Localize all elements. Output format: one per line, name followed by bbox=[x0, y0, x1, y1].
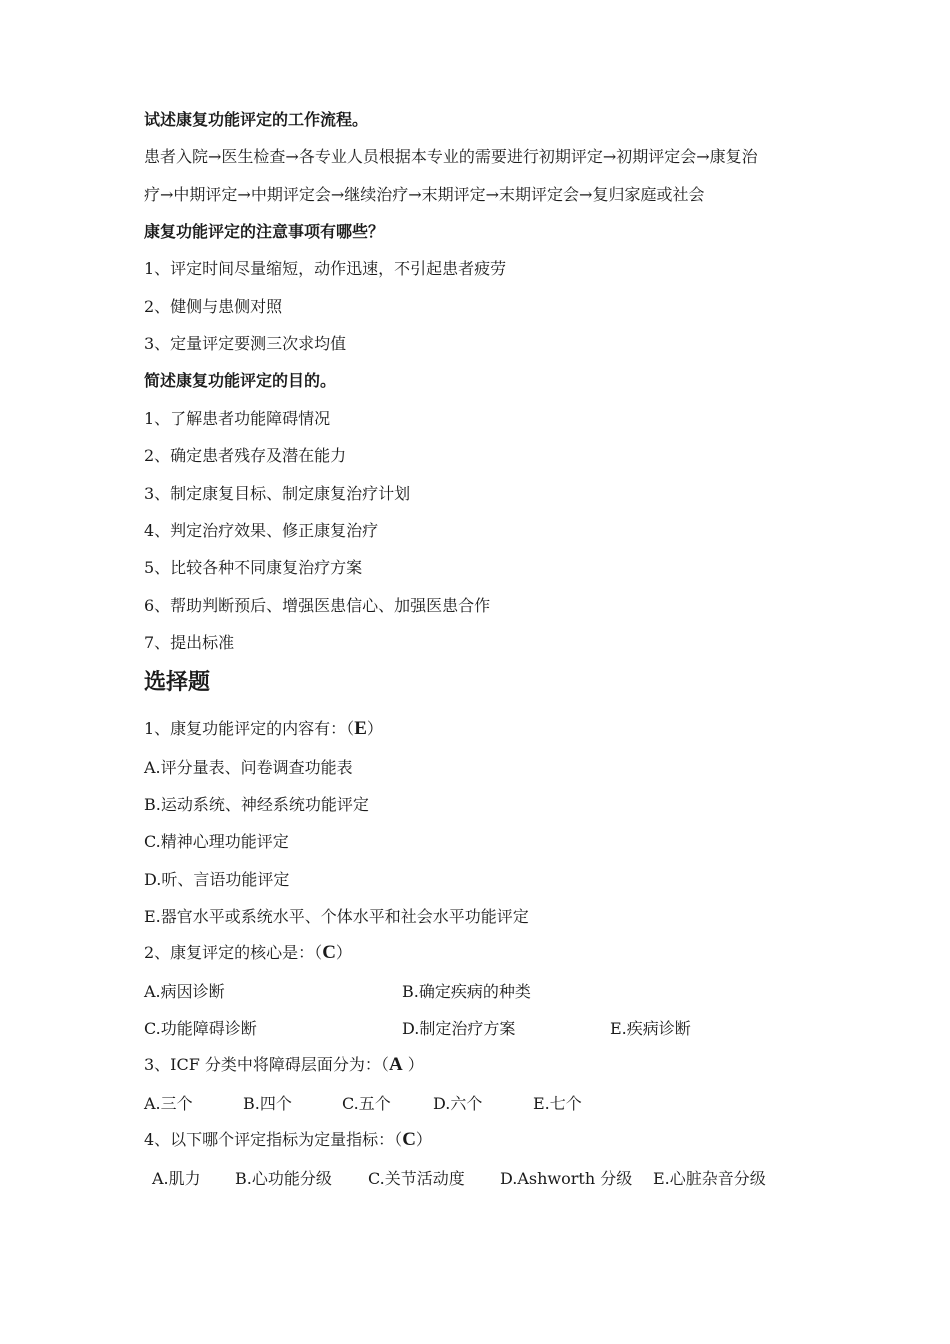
mc-option: A.三个 bbox=[144, 1094, 193, 1113]
list-item: 5、比较各种不同康复治疗方案 bbox=[144, 558, 363, 577]
mc-option: B.运动系统、神经系统功能评定 bbox=[144, 795, 369, 814]
question-title: 试述康复功能评定的工作流程。 bbox=[144, 110, 369, 129]
mc-option: D.六个 bbox=[433, 1094, 483, 1113]
mc-stem: 3、ICF 分类中将障碍层面分为：（ bbox=[144, 1055, 389, 1074]
list-item: 3、制定康复目标、制定康复治疗计划 bbox=[144, 484, 411, 503]
mc-answer: E bbox=[354, 718, 367, 739]
mc-option: B.确定疾病的种类 bbox=[402, 982, 531, 1001]
list-item: 1、评定时间尽量缩短，动作迅速，不引起患者疲劳 bbox=[144, 259, 507, 278]
mc-question bbox=[144, 1130, 432, 1150]
list-item: 2、健侧与患侧对照 bbox=[144, 297, 283, 316]
mc-option: E.心脏杂音分级 bbox=[653, 1169, 766, 1188]
mc-question bbox=[144, 943, 352, 963]
mc-close: ） bbox=[402, 1055, 424, 1074]
list-item: 6、帮助判断预后、增强医患信心、加强医患合作 bbox=[144, 596, 491, 615]
mc-option: E.疾病诊断 bbox=[610, 1019, 691, 1038]
mc-option: D.制定治疗方案 bbox=[402, 1019, 516, 1038]
mc-option: C.精神心理功能评定 bbox=[144, 832, 289, 851]
question-title: 简述康复功能评定的目的。 bbox=[144, 371, 337, 390]
mc-option: D.Ashworth 分级 bbox=[500, 1169, 633, 1188]
mc-close: ） bbox=[366, 719, 383, 738]
list-item: 4、判定治疗效果、修正康复治疗 bbox=[144, 521, 379, 540]
mc-option: C.五个 bbox=[342, 1094, 391, 1113]
mc-option: B.心功能分级 bbox=[235, 1169, 332, 1188]
paragraph-line: 疗→中期评定→中期评定会→继续治疗→末期评定→末期评定会→复归家庭或社会 bbox=[144, 185, 705, 204]
mc-close: ） bbox=[335, 943, 352, 962]
mc-question bbox=[144, 719, 383, 739]
mc-stem: 4、以下哪个评定指标为定量指标：（ bbox=[144, 1130, 403, 1149]
mc-close: ） bbox=[415, 1130, 432, 1149]
mc-option: E.七个 bbox=[533, 1094, 582, 1113]
mc-option: A.病因诊断 bbox=[144, 982, 225, 1001]
mc-stem: 1、康复功能评定的内容有：（ bbox=[144, 719, 355, 738]
paragraph-line: 患者入院→医生检查→各专业人员根据本专业的需要进行初期评定→初期评定会→康复治 bbox=[144, 147, 758, 166]
mc-option: A.评分量表、问卷调查功能表 bbox=[144, 758, 353, 777]
mc-option: C.关节活动度 bbox=[368, 1169, 465, 1188]
list-item: 7、提出标准 bbox=[144, 633, 235, 652]
mc-option: B.四个 bbox=[243, 1094, 292, 1113]
mc-option: C.功能障碍诊断 bbox=[144, 1019, 257, 1038]
question-title: 康复功能评定的注意事项有哪些？ bbox=[144, 222, 385, 241]
mc-answer: C bbox=[402, 1129, 416, 1150]
list-item: 1、了解患者功能障碍情况 bbox=[144, 409, 331, 428]
mc-option: E.器官水平或系统水平、个体水平和社会水平功能评定 bbox=[144, 907, 529, 926]
mc-answer: A bbox=[388, 1054, 403, 1075]
mc-option: A.肌力 bbox=[152, 1169, 201, 1188]
mc-answer: C bbox=[322, 942, 336, 963]
mc-stem: 2、康复评定的核心是：（ bbox=[144, 943, 323, 962]
mc-question bbox=[144, 1055, 424, 1075]
mc-option: D.听、言语功能评定 bbox=[144, 870, 290, 889]
list-item: 2、确定患者残存及潜在能力 bbox=[144, 446, 347, 465]
list-item: 3、定量评定要测三次求均值 bbox=[144, 334, 347, 353]
section-heading: 选择题 bbox=[144, 669, 211, 695]
